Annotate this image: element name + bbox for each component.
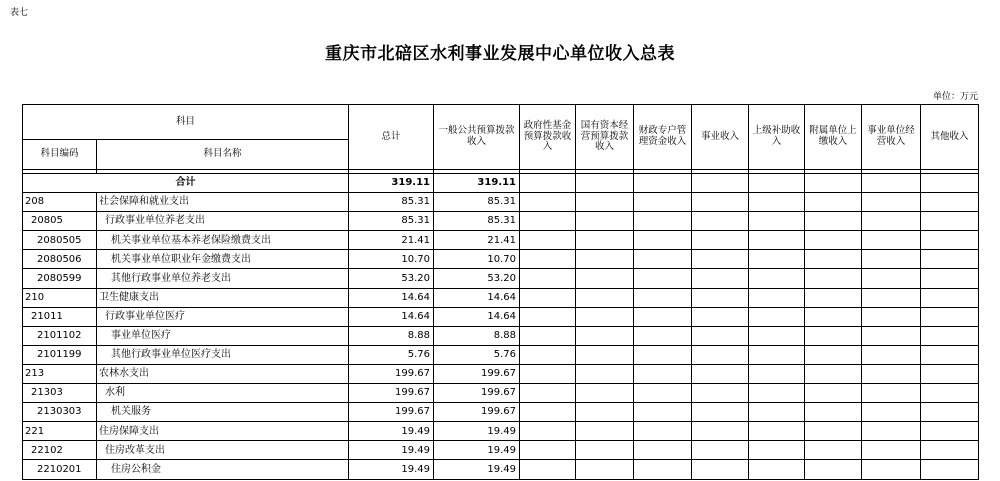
header-col-state-capital: 国有资本经营预算拨款收入	[576, 105, 634, 170]
row-general-budget: 19.49	[434, 422, 520, 441]
table-row	[23, 441, 979, 460]
row-name: 社会保障和就业支出	[97, 193, 349, 212]
row-general-budget: 19.49	[434, 460, 520, 479]
row-code: 2080506	[23, 250, 97, 269]
row-code: 210	[23, 288, 97, 307]
table-row	[23, 269, 979, 288]
row-code: 22102	[23, 441, 97, 460]
row-general-budget: 85.31	[434, 212, 520, 231]
row-total: 199.67	[349, 384, 434, 403]
row-code: 2210201	[23, 460, 97, 479]
row-name: 水利	[97, 384, 349, 403]
row-general-budget: 53.20	[434, 269, 520, 288]
row-general-budget: 199.67	[434, 403, 520, 422]
table-row	[23, 422, 979, 441]
table-row	[23, 460, 979, 479]
row-name: 其他行政事业单位养老支出	[97, 269, 349, 288]
row-name: 农林水支出	[97, 364, 349, 383]
row-total: 19.49	[349, 460, 434, 479]
table-row	[23, 345, 979, 364]
header-col-affiliate-remit: 附属单位上缴收入	[805, 105, 862, 170]
header-col-gov-fund: 政府性基金预算拨款收入	[520, 105, 576, 170]
row-general-budget: 85.31	[434, 193, 520, 212]
row-total: 199.67	[349, 364, 434, 383]
table-row	[23, 193, 979, 212]
row-name: 住房保障支出	[97, 422, 349, 441]
row-code: 213	[23, 364, 97, 383]
row-total: 85.31	[349, 193, 434, 212]
row-name: 事业单位医疗	[97, 326, 349, 345]
header-name: 科目名称	[97, 140, 349, 170]
row-code: 208	[23, 193, 97, 212]
row-code: 2080505	[23, 231, 97, 250]
row-total: 19.49	[349, 441, 434, 460]
row-general-budget: 19.49	[434, 441, 520, 460]
row-total: 85.31	[349, 212, 434, 231]
row-name: 机关事业单位职业年金缴费支出	[97, 250, 349, 269]
row-name: 住房公积金	[97, 460, 349, 479]
table-number-tag: 表七	[10, 8, 29, 18]
total-sum: 319.11	[349, 174, 434, 193]
row-total: 14.64	[349, 288, 434, 307]
total-general-budget: 319.11	[434, 174, 520, 193]
row-code: 20805	[23, 212, 97, 231]
table-row	[23, 307, 979, 326]
row-code: 21011	[23, 307, 97, 326]
header-col-special-account: 财政专户管理资金收入	[634, 105, 692, 170]
row-name: 其他行政事业单位医疗支出	[97, 345, 349, 364]
row-total: 21.41	[349, 231, 434, 250]
row-general-budget: 14.64	[434, 307, 520, 326]
row-code: 21303	[23, 384, 97, 403]
income-summary-table	[22, 104, 979, 480]
header-col-business-operation: 事业单位经营收入	[862, 105, 921, 170]
header-col-general-budget: 一般公共预算拨款收入	[434, 105, 520, 170]
row-total: 14.64	[349, 307, 434, 326]
row-total: 53.20	[349, 269, 434, 288]
row-general-budget: 21.41	[434, 231, 520, 250]
header-col-superior-subsidy: 上级补助收入	[749, 105, 805, 170]
table-row	[23, 326, 979, 345]
row-total: 199.67	[349, 403, 434, 422]
row-general-budget: 10.70	[434, 250, 520, 269]
row-total: 19.49	[349, 422, 434, 441]
row-code: 2101199	[23, 345, 97, 364]
page-title: 重庆市北碚区水利事业发展中心单位收入总表	[325, 44, 675, 64]
header-col-other-income: 其他收入	[921, 105, 979, 170]
row-general-budget: 14.64	[434, 288, 520, 307]
table-row	[23, 250, 979, 269]
unit-label: 单位：万元	[932, 92, 978, 102]
row-code: 2130303	[23, 403, 97, 422]
row-general-budget: 5.76	[434, 345, 520, 364]
table-row	[23, 364, 979, 383]
total-label: 合计	[23, 174, 349, 193]
table-row	[23, 288, 979, 307]
row-general-budget: 199.67	[434, 384, 520, 403]
row-name: 机关事业单位基本养老保险缴费支出	[97, 231, 349, 250]
header-col-total: 总计	[349, 105, 434, 170]
table-row	[23, 212, 979, 231]
header-code: 科目编码	[23, 140, 97, 170]
row-code: 2080599	[23, 269, 97, 288]
table-row	[23, 403, 979, 422]
header-subject: 科目	[23, 105, 349, 140]
table-row	[23, 231, 979, 250]
row-general-budget: 8.88	[434, 326, 520, 345]
row-name: 住房改革支出	[97, 441, 349, 460]
row-general-budget: 199.67	[434, 364, 520, 383]
row-total: 5.76	[349, 345, 434, 364]
row-name: 卫生健康支出	[97, 288, 349, 307]
row-name: 行政事业单位医疗	[97, 307, 349, 326]
header-row-1	[23, 105, 979, 140]
row-name: 机关服务	[97, 403, 349, 422]
total-row	[23, 174, 979, 193]
row-total: 10.70	[349, 250, 434, 269]
table-row	[23, 384, 979, 403]
header-col-business-income: 事业收入	[692, 105, 749, 170]
row-code: 221	[23, 422, 97, 441]
row-total: 8.88	[349, 326, 434, 345]
row-code: 2101102	[23, 326, 97, 345]
row-name: 行政事业单位养老支出	[97, 212, 349, 231]
